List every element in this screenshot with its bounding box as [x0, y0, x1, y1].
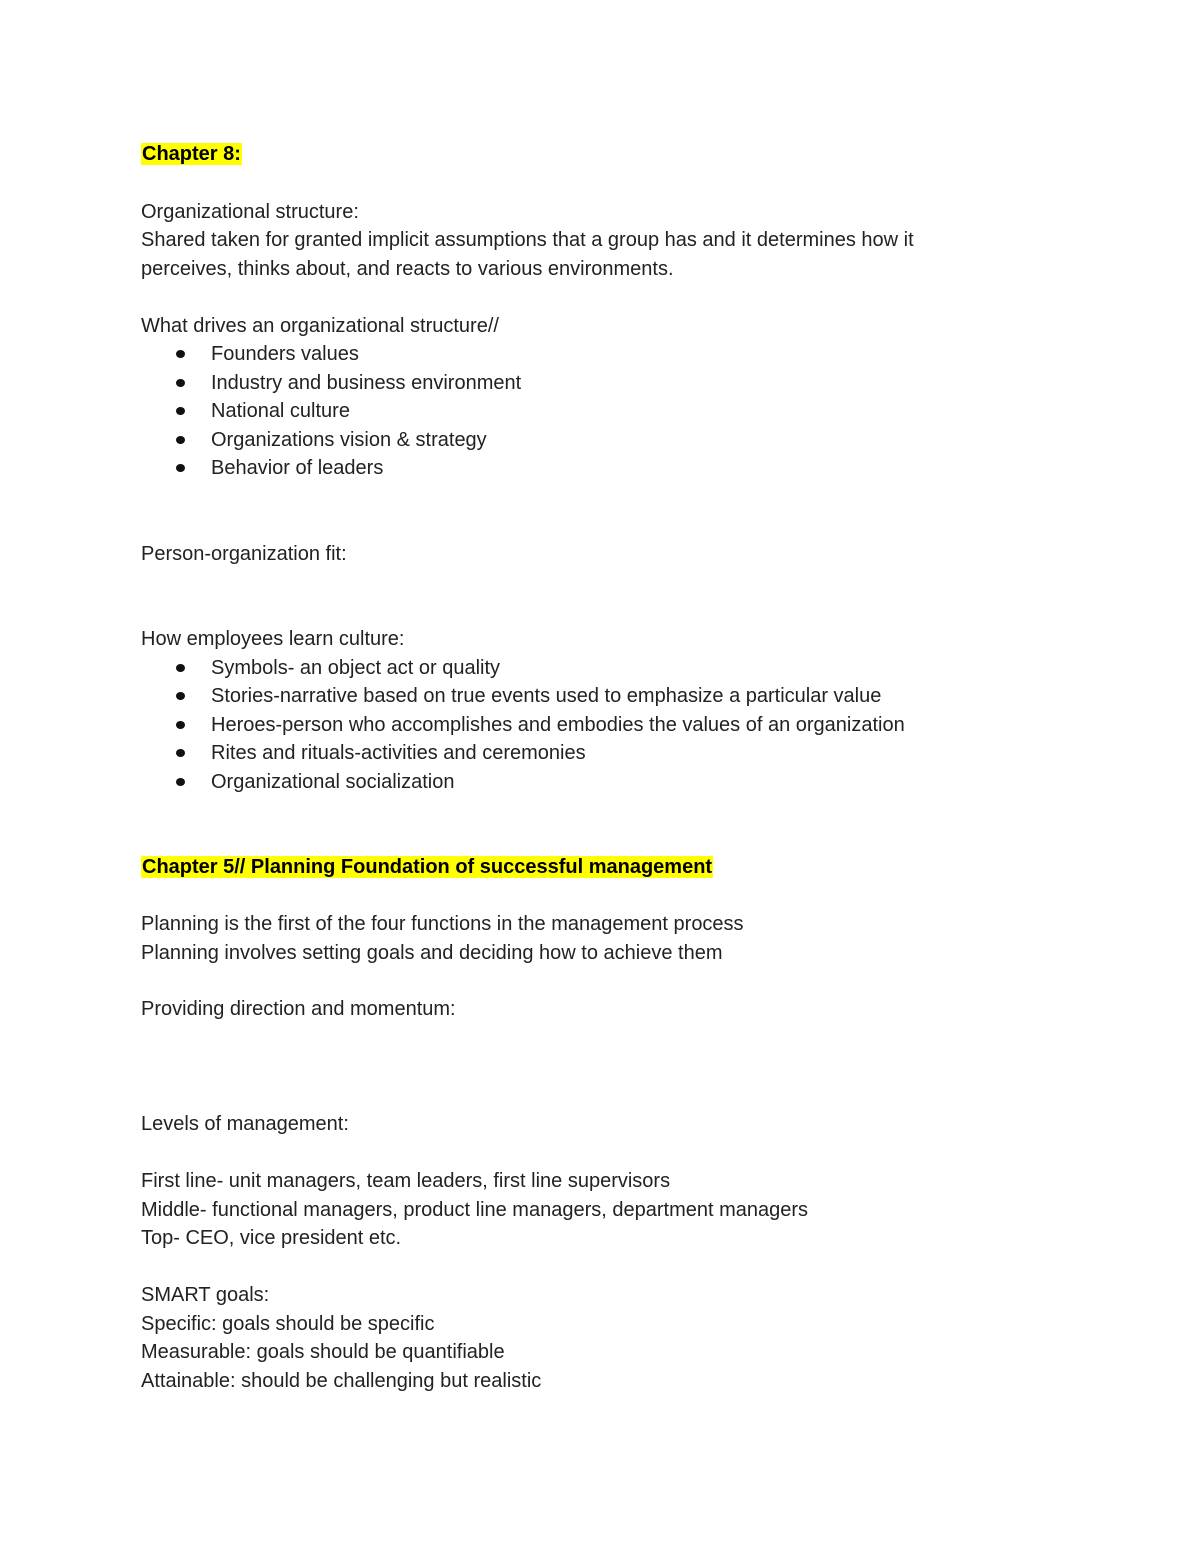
- smart-label: SMART goals:: [141, 1284, 270, 1306]
- chapter-8-heading-text: Chapter 8:: [142, 143, 241, 165]
- level-top: Top- CEO, vice president etc.: [141, 1227, 402, 1249]
- bullet-icon: [176, 713, 186, 737]
- chapter-5-heading-text: Chapter 5// Planning Foundation of successful management: [142, 856, 713, 878]
- level-middle: Middle- functional managers, product line managers, department managers: [141, 1199, 809, 1221]
- list-item: Industry and business environment: [211, 372, 522, 394]
- list-item: Rites and rituals-activities and ceremonies: [211, 742, 586, 764]
- learn-culture-label: How employees learn culture:: [141, 628, 405, 650]
- levels-label: Levels of management:: [141, 1113, 349, 1135]
- bullet-icon: [176, 371, 186, 395]
- list-item: Founders values: [211, 343, 359, 365]
- list-item: Symbols- an object act or quality: [211, 657, 501, 679]
- org-structure-definition-line-1: Shared taken for granted implicit assumptions that a group has and it determines how it: [141, 229, 914, 251]
- bullet-icon: [176, 428, 186, 452]
- drives-label: What drives an organizational structure//: [141, 315, 499, 337]
- bullet-icon: [176, 684, 186, 708]
- chapter-8-heading: [141, 142, 242, 166]
- list-item: Heroes-person who accomplishes and embodies the values of an organization: [211, 714, 905, 736]
- direction-label: Providing direction and momentum:: [141, 998, 456, 1020]
- chapter-5-heading: [141, 855, 713, 879]
- bullet-icon: [176, 399, 186, 423]
- planning-line-1: Planning is the first of the four functions in the management process: [141, 913, 744, 935]
- bullet-icon: [176, 656, 186, 680]
- list-item: Organizational socialization: [211, 771, 455, 793]
- smart-specific: Specific: goals should be specific: [141, 1313, 435, 1335]
- list-item: Behavior of leaders: [211, 457, 384, 479]
- smart-measurable: Measurable: goals should be quantifiable: [141, 1341, 505, 1363]
- bullet-icon: [176, 741, 186, 765]
- bullet-icon: [176, 342, 186, 366]
- list-item: Stories-narrative based on true events used to emphasize a particular value: [211, 685, 882, 707]
- bullet-icon: [176, 770, 186, 794]
- bullet-icon: [176, 456, 186, 480]
- list-item: National culture: [211, 400, 350, 422]
- person-org-fit-label: Person-organization fit:: [141, 543, 347, 565]
- planning-line-2: Planning involves setting goals and deciding how to achieve them: [141, 942, 723, 964]
- org-structure-label: Organizational structure:: [141, 201, 359, 223]
- smart-attainable: Attainable: should be challenging but realistic: [141, 1370, 542, 1392]
- org-structure-definition-line-2: perceives, thinks about, and reacts to various environments.: [141, 258, 674, 280]
- level-first-line: First line- unit managers, team leaders, first line supervisors: [141, 1170, 671, 1192]
- list-item: Organizations vision & strategy: [211, 429, 487, 451]
